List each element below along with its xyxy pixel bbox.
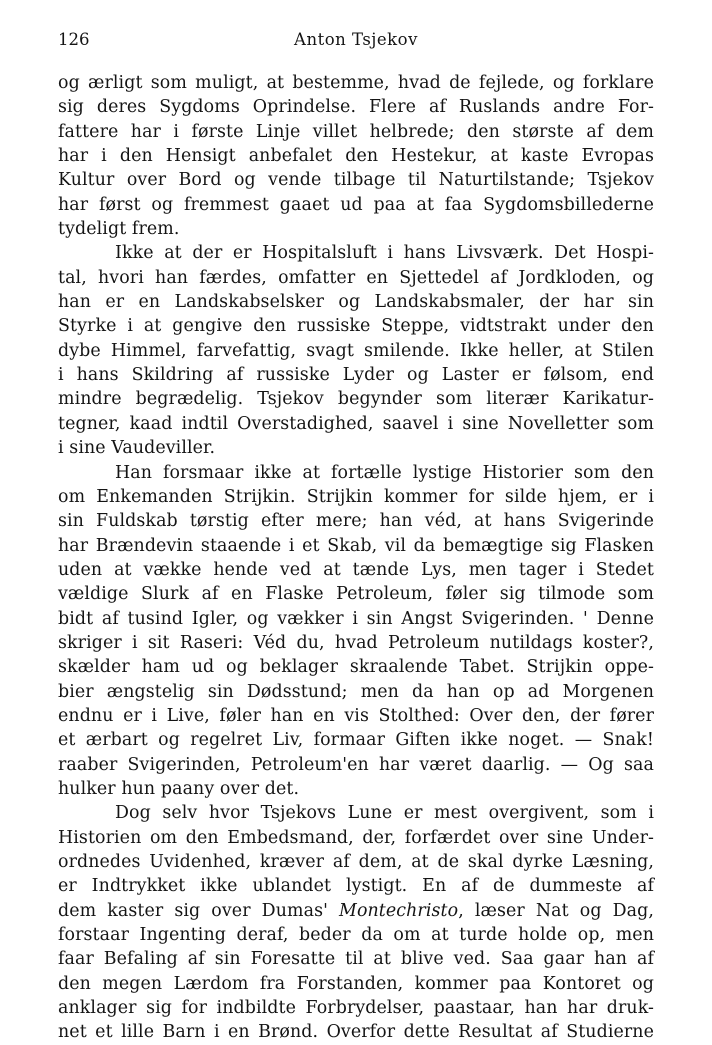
text-line: skriger i sit Raseri: Véd du, hvad Petroleum nutildags koster?, (58, 632, 654, 653)
text-line: faar Befaling af sin Foresatte til at blive ved. Saa gaar han af (58, 949, 654, 970)
body-text (58, 71, 654, 1045)
text-line: hulker hun paany over det. (58, 778, 300, 799)
text-line: Ikke at der er Hospitalsluft i hans Livsværk. Det Hospi- (115, 243, 654, 264)
text-line: tydeligt frem. (58, 219, 180, 240)
text-line: har i den Hensigt anbefalet den Hestekur, at kaste Evropas (58, 146, 654, 167)
text-line: skælder ham ud og beklager skraalende Tabet. Strijkin oppe- (58, 657, 654, 678)
page-number: 126 (58, 30, 90, 49)
text-line: vældige Slurk af en Flaske Petroleum, føler sig tilmode som (58, 584, 654, 605)
text-segment: , læser Nat og Dag, (458, 900, 655, 921)
text-line: har først og fremmest gaaet ud paa at faa Sygdomsbillederne (58, 194, 654, 215)
text-line: anklager sig for indbildte Forbrydelser, paastaar, han har druk- (58, 998, 654, 1019)
text-line: ordnedes Uvidenhed, kræver af dem, at de skal dyrke Læsning, (58, 852, 654, 872)
text-line: net et lille Barn i en Brønd. Overfor dette Resultat af Studierne (58, 1022, 654, 1043)
text-line: forstaar Ingenting deraf, beder da om at turde holde op, men (58, 925, 654, 946)
text-line: i hans Skildring af russiske Lyder og Laster er følsom, end (58, 365, 654, 386)
text-line: sin Fuldskab tørstig efter mere; han véd, at hans Svigerinde (58, 511, 654, 532)
text-line: fattere har i første Linje villet helbrede; den største af dem (58, 121, 654, 142)
text-line: han er en Landskabselsker og Landskabsmaler, der har sin (58, 292, 654, 313)
text-line: et ærbart og regelret Liv, formaar Giften ikke noget. — Snak! (58, 730, 654, 751)
book-title-emphasis: Montechristo (339, 900, 459, 921)
text-line: i sine Vaudeviller. (58, 438, 216, 459)
text-line: raaber Svigerinden, Petroleum'en har været daarlig. — Og saa (58, 754, 654, 775)
text-line: Dog selv hvor Tsjekovs Lune er mest overgivent, som i (115, 803, 654, 824)
text-line: endnu er i Live, føler han en vis Stolthed: Over den, der fører (58, 705, 654, 726)
running-title: Anton Tsjekov (294, 30, 418, 49)
text-line: Han forsmaar ikke at fortælle lystige Historier som den (115, 462, 654, 483)
text-line: Kultur over Bord og vende tilbage til Naturtilstande; Tsjekov (58, 170, 654, 191)
text-line: Historien om den Embedsmand, der, forfærdet over sine Under- (58, 827, 654, 848)
text-line: tal, hvori han færdes, omfatter en Sjettedel af Jordkloden, og (58, 267, 654, 288)
text-line: er Indtrykket ikke ublandet lystigt. En af de dummeste af (58, 876, 654, 897)
text-line: uden at vække hende ved at tænde Lys, men tager i Stedet (58, 559, 654, 580)
text-line: den megen Lærdom fra Forstanden, kommer paa Kontoret og (58, 973, 654, 994)
text-line (58, 899, 654, 923)
text-line: om Enkemanden Strijkin. Strijkin kommer for silde hjem, er i (58, 486, 654, 507)
text-line: og ærligt som muligt, at bestemme, hvad de fejlede, og forklare (58, 73, 654, 93)
page-header (58, 30, 654, 54)
text-line: har Brændevin staaende i et Skab, vil da bemægtige sig Flasken (58, 535, 654, 556)
text-line: Styrke i at gengive den russiske Steppe, vidtstrakt under den (58, 316, 654, 337)
text-line: sig deres Sygdoms Oprindelse. Flere af Ruslands andre For- (58, 97, 654, 118)
text-line: dybe Himmel, farvefattig, svagt smilende. Ikke heller, at Stilen (58, 340, 654, 361)
text-line: bier ængstelig sin Dødsstund; men da han op ad Morgenen (58, 681, 654, 702)
text-line: bidt af tusind Igler, og vækker i sin Angst Svigerinden. ' Denne (58, 608, 654, 629)
text-segment: dem kaster sig over Dumas' (58, 900, 340, 921)
text-line: tegner, kaad indtil Overstadighed, saavel i sine Novelletter som (58, 413, 654, 434)
text-line: mindre begrædelig. Tsjekov begynder som literær Karikatur- (58, 389, 654, 410)
